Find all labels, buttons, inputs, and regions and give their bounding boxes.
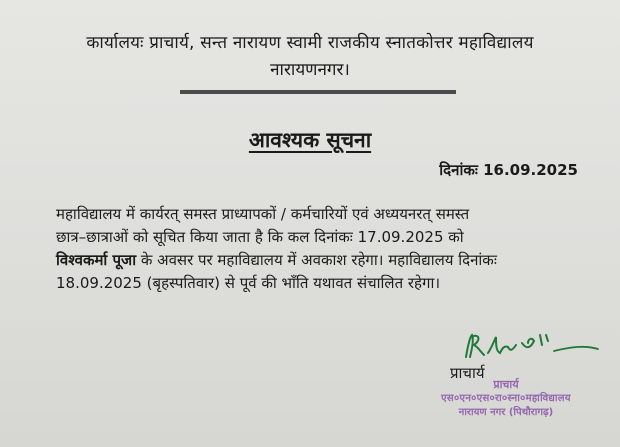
notice-date: दिनांकः 16.09.2025 <box>439 161 578 179</box>
stamp-line-3: नारायण नगर (पिथौरागढ़) <box>458 407 554 418</box>
signature-scribble <box>462 327 602 367</box>
stamp-line-1: प्राचार्य <box>493 378 519 391</box>
header-divider <box>180 90 456 94</box>
office-header: कार्यालयः प्राचार्य, सन्त नारायण स्वामी राजकीय स्नातकोत्तर महाविद्यालय <box>86 33 534 53</box>
office-location: नारायणनगर। <box>270 60 350 80</box>
body-line-1: महाविद्यालय में कार्यरत् समस्त प्राध्यापकों / कर्मचारियों एवं अध्ययनरत् समस्त <box>56 205 470 223</box>
body-line-3-rest: के अवसर पर महाविद्यालय में अवकाश रहेगा। महाविद्यालय दिनांकः <box>136 251 497 269</box>
office-stamp <box>412 378 600 430</box>
notice-title <box>0 126 620 154</box>
festival-name: विश्वकर्मा पूजा <box>56 251 137 269</box>
principal-designation: प्राचार्य <box>450 364 485 382</box>
notice-body <box>56 203 608 295</box>
body-line-2: छात्र–छात्राओं को सूचित किया जाता है कि कल दिनांकः 17.09.2025 को <box>56 228 464 246</box>
body-line-4: 18.09.2025 (बृहस्पतिवार) से पूर्व की भाँति यथावत संचालित रहेगा। <box>56 274 441 292</box>
stamp-line-2: एस०एन०एस०रा०स्ना०महाविद्यालय <box>441 393 571 404</box>
body-line-3 <box>56 249 608 272</box>
notice-title-text: आवश्यक सूचना <box>248 128 372 152</box>
